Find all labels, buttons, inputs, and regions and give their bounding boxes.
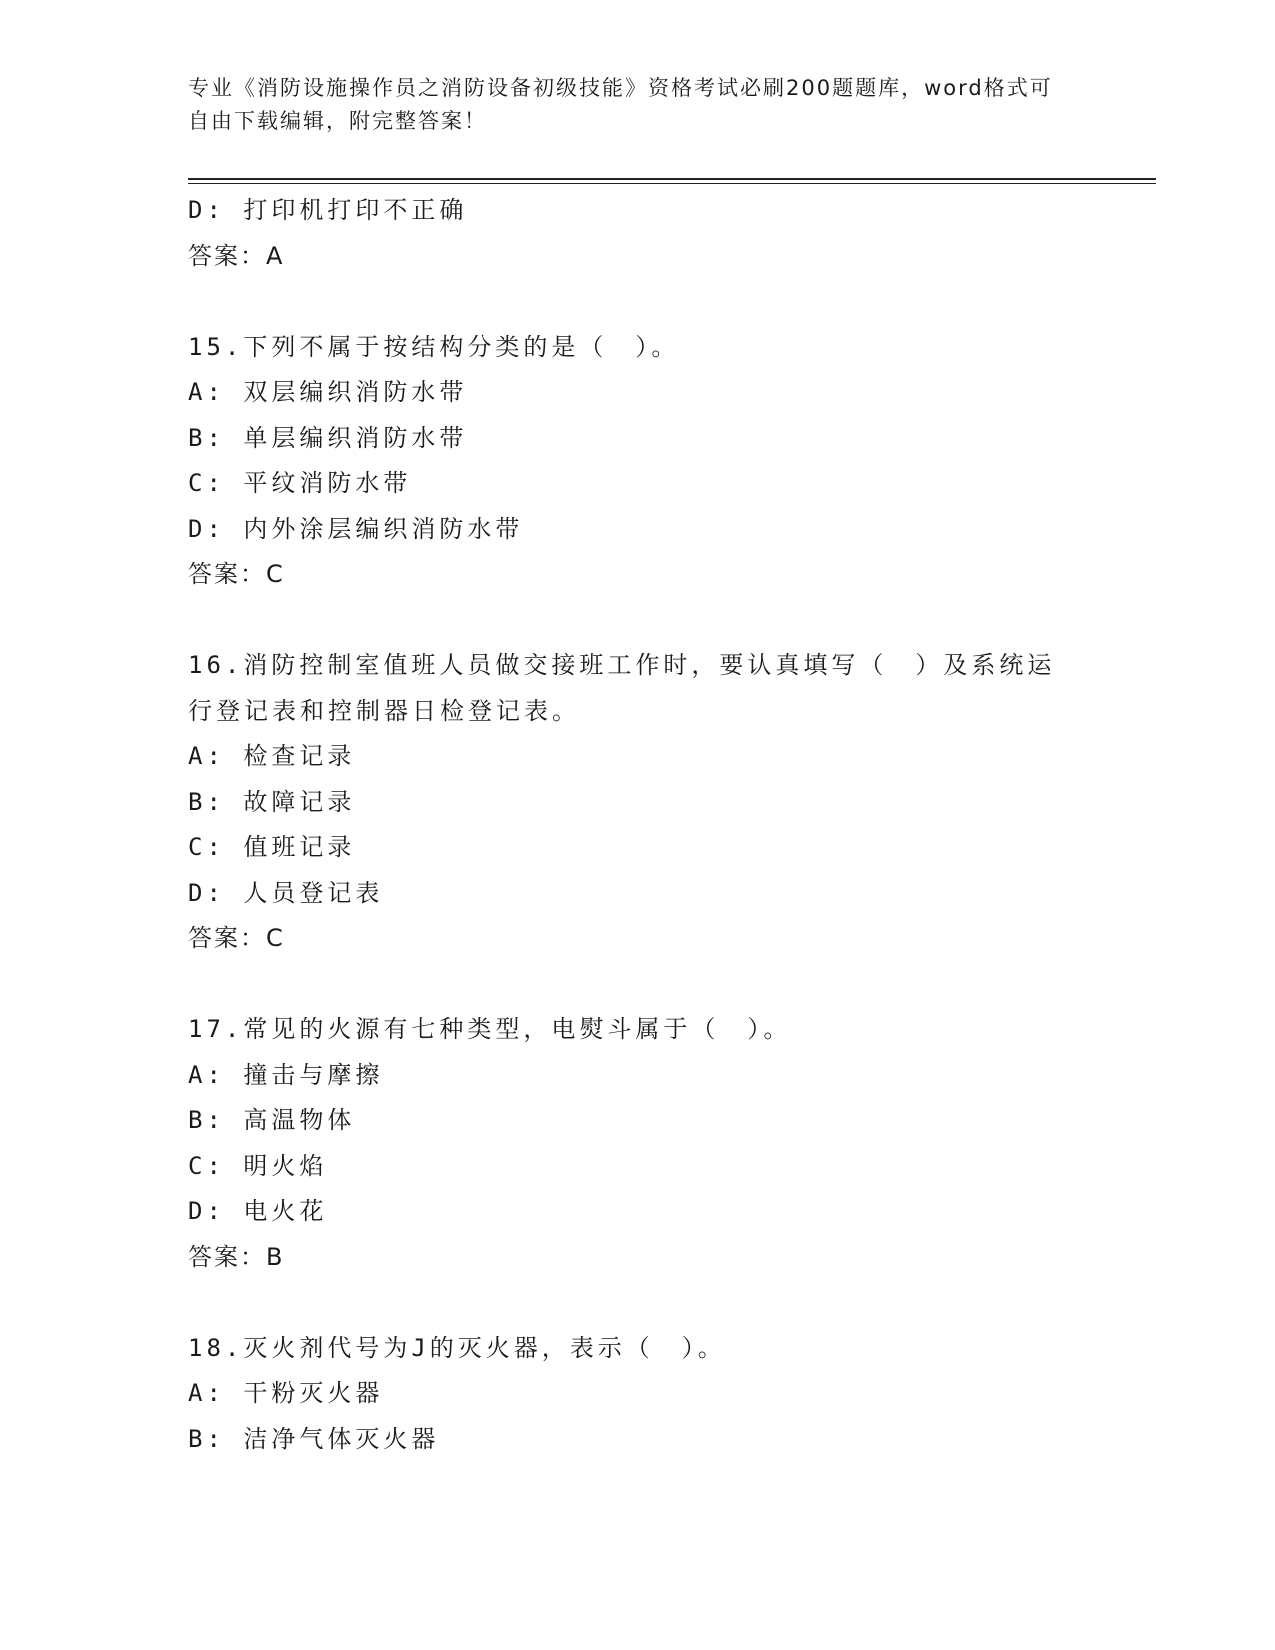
option-a: A: 干粉灭火器 bbox=[188, 1379, 384, 1407]
option-d: D: 内外涂层编织消防水带 bbox=[188, 514, 524, 543]
option-c: C: 明火焰 bbox=[188, 1151, 328, 1180]
spacer bbox=[188, 279, 1088, 325]
option-b: B: 洁净气体灭火器 bbox=[188, 1424, 440, 1453]
document-header-title: 专业《消防设施操作员之消防设备初级技能》资格考试必刷200题题库，word格式可自由下载编辑，附完整答案！ bbox=[188, 76, 1053, 133]
question-16 bbox=[188, 643, 1088, 962]
answer: 答案：C bbox=[188, 924, 285, 952]
spacer bbox=[188, 1280, 1088, 1326]
option-c: C: 值班记录 bbox=[188, 833, 356, 861]
option-a: A: 双层编织消防水带 bbox=[188, 378, 468, 406]
option-a: A: 撞击与摩擦 bbox=[188, 1060, 384, 1089]
answer: 答案：B bbox=[188, 1242, 285, 1271]
question-stem: 16.消防控制室值班人员做交接班工作时，要认真填写（ ）及系统运行登记表和控制器日检登记表。 bbox=[188, 651, 1056, 725]
option-a: A: 检查记录 bbox=[188, 742, 356, 770]
question-content bbox=[188, 188, 1088, 1462]
question-15 bbox=[188, 325, 1088, 598]
header-divider-thin bbox=[188, 183, 1156, 184]
spacer bbox=[188, 962, 1088, 1008]
question-18 bbox=[188, 1326, 1088, 1463]
option-b: B: 故障记录 bbox=[188, 787, 356, 816]
spacer bbox=[188, 598, 1088, 644]
option-d: D: 电火花 bbox=[188, 1197, 328, 1225]
question-17 bbox=[188, 1007, 1088, 1280]
header-divider bbox=[188, 178, 1156, 180]
answer-prev: 答案：A bbox=[188, 241, 285, 270]
answer: 答案：C bbox=[188, 560, 285, 588]
option-d-prev: D: 打印机打印不正确 bbox=[188, 196, 468, 224]
option-c: C: 平纹消防水带 bbox=[188, 469, 412, 497]
option-d: D: 人员登记表 bbox=[188, 878, 384, 907]
option-b: B: 单层编织消防水带 bbox=[188, 423, 468, 452]
question-stem: 18.灭火剂代号为J的灭火器，表示（ ）。 bbox=[188, 1333, 726, 1362]
question-stem: 17.常见的火源有七种类型，电熨斗属于（ ）。 bbox=[188, 1015, 792, 1043]
option-b: B: 高温物体 bbox=[188, 1106, 356, 1134]
question-stem: 15.下列不属于按结构分类的是（ ）。 bbox=[188, 332, 680, 361]
